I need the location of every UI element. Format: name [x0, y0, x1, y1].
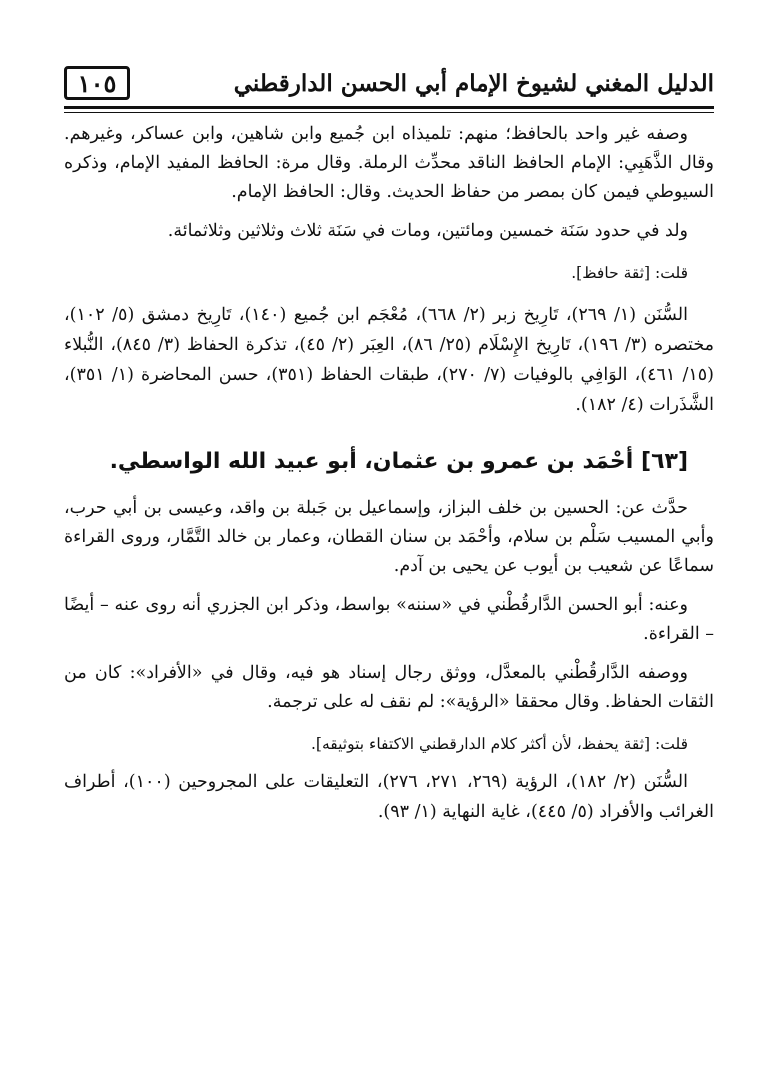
book-page [64, 58, 714, 1058]
entry-63-references: السُّنَن (٢/ ١٨٢)، الرؤية (٢٦٩، ٢٧١، ٢٧٦)، التعليقات على المجروحين (١٠٠)، أطراف الغرائب والأفراد (٥/ ٤٤٥)، غاية النهاية (١/ ٩٣). [64, 772, 714, 822]
entry-63-name: أحْمَد بن عمرو بن عثمان، أبو عبيد الله الواسطي. [109, 449, 634, 474]
page-body [64, 120, 714, 827]
running-title: الدليل المغني لشيوخ الإمام أبي الحسن الدارقطني [233, 69, 714, 97]
entry-63-verdict: قلت: [ثقة يحفظ، لأن أكثر كلام الدارقطني الاكتفاء بتوثيقه]. [311, 735, 688, 753]
page-header [64, 58, 714, 108]
header-rule-thin [64, 112, 714, 113]
entry-63-paragraph-teachers: حدَّث عن: الحسين بن خلف البزاز، وإسماعيل بن جَبلة بن واقد، وعيسى بن أبي حرب، وأبي المسيب سَلْم بن سلام، وأحْمَد بن سنان القطان، وعمار بن خالد التَّمَّار، وروى القراءة سماعًا عن شعيب بن أيوب عن يحيى بن آدم. [64, 498, 714, 576]
page-number: ١٠٥ [64, 66, 130, 100]
header-rule-thick [64, 106, 714, 109]
entry-63-paragraph-assessment: ووصفه الدَّارقُطْني بالمعدَّل، ووثق رجال إسناد هو فيه، وقال في «الأفراد»: كان من الثقات الحفاظ. وقال محققا «الرؤية»: لم نقف له على ترجمة. [64, 663, 714, 712]
entry-63-paragraph-students: وعنه: أبو الحسن الدَّارقُطْني في «سننه» بواسط، وذكر ابن الجزري أنه روى عنه – أيضًا – القراءة. [64, 595, 714, 644]
entry-62-references: السُّنَن (١/ ٢٦٩)، تَارِيخ زبر (٢/ ٦٦٨)، مُعْجَم ابن جُميع (١٤٠)، تَارِيخ دمشق (٥/ ١٠٢)، مختصره (٣/ ١٩٦)، تَارِيخ الإِسْلَام (٢٥/ ٨٦)، العِبَر (٢/ ٤٥)، تذكرة الحفاظ (٣/ ٨٤٥)، النُّبلاء (١٥/ ٤٦١)، الوَافِي بالوفيات (٧/ ٢٧٠)، طبقات الحفاظ (٣٥١)، حسن المحاضرة (١/ ٣٥١)، الشَّذَرات (٤/ ١٨٢). [64, 305, 714, 415]
entry-62-verdict: قلت: [ثقة حافظ]. [571, 264, 688, 282]
entry-63-number: [٦٣] [641, 449, 688, 474]
entry-62-paragraph-dates: ولد في حدود سَنَة خمسين ومائتين، ومات في سَنَة ثلاث وثلاثين وثلاثمائة. [167, 221, 688, 241]
entry-63-heading [64, 444, 714, 480]
entry-62-paragraph-description: وصفه غير واحد بالحافظ؛ منهم: تلميذاه ابن جُميع وابن شاهين، وابن عساكر، وغيرهم. وقال الذَّهَبِي: الإمام الحافظ الناقد محدِّث الرملة. وقال مرة: الحافظ المفيد الإمام، وذكره السيوطي فيمن كان بمصر من حفاظ الحديث. وقال: الحافظ الإمام. [64, 124, 714, 202]
